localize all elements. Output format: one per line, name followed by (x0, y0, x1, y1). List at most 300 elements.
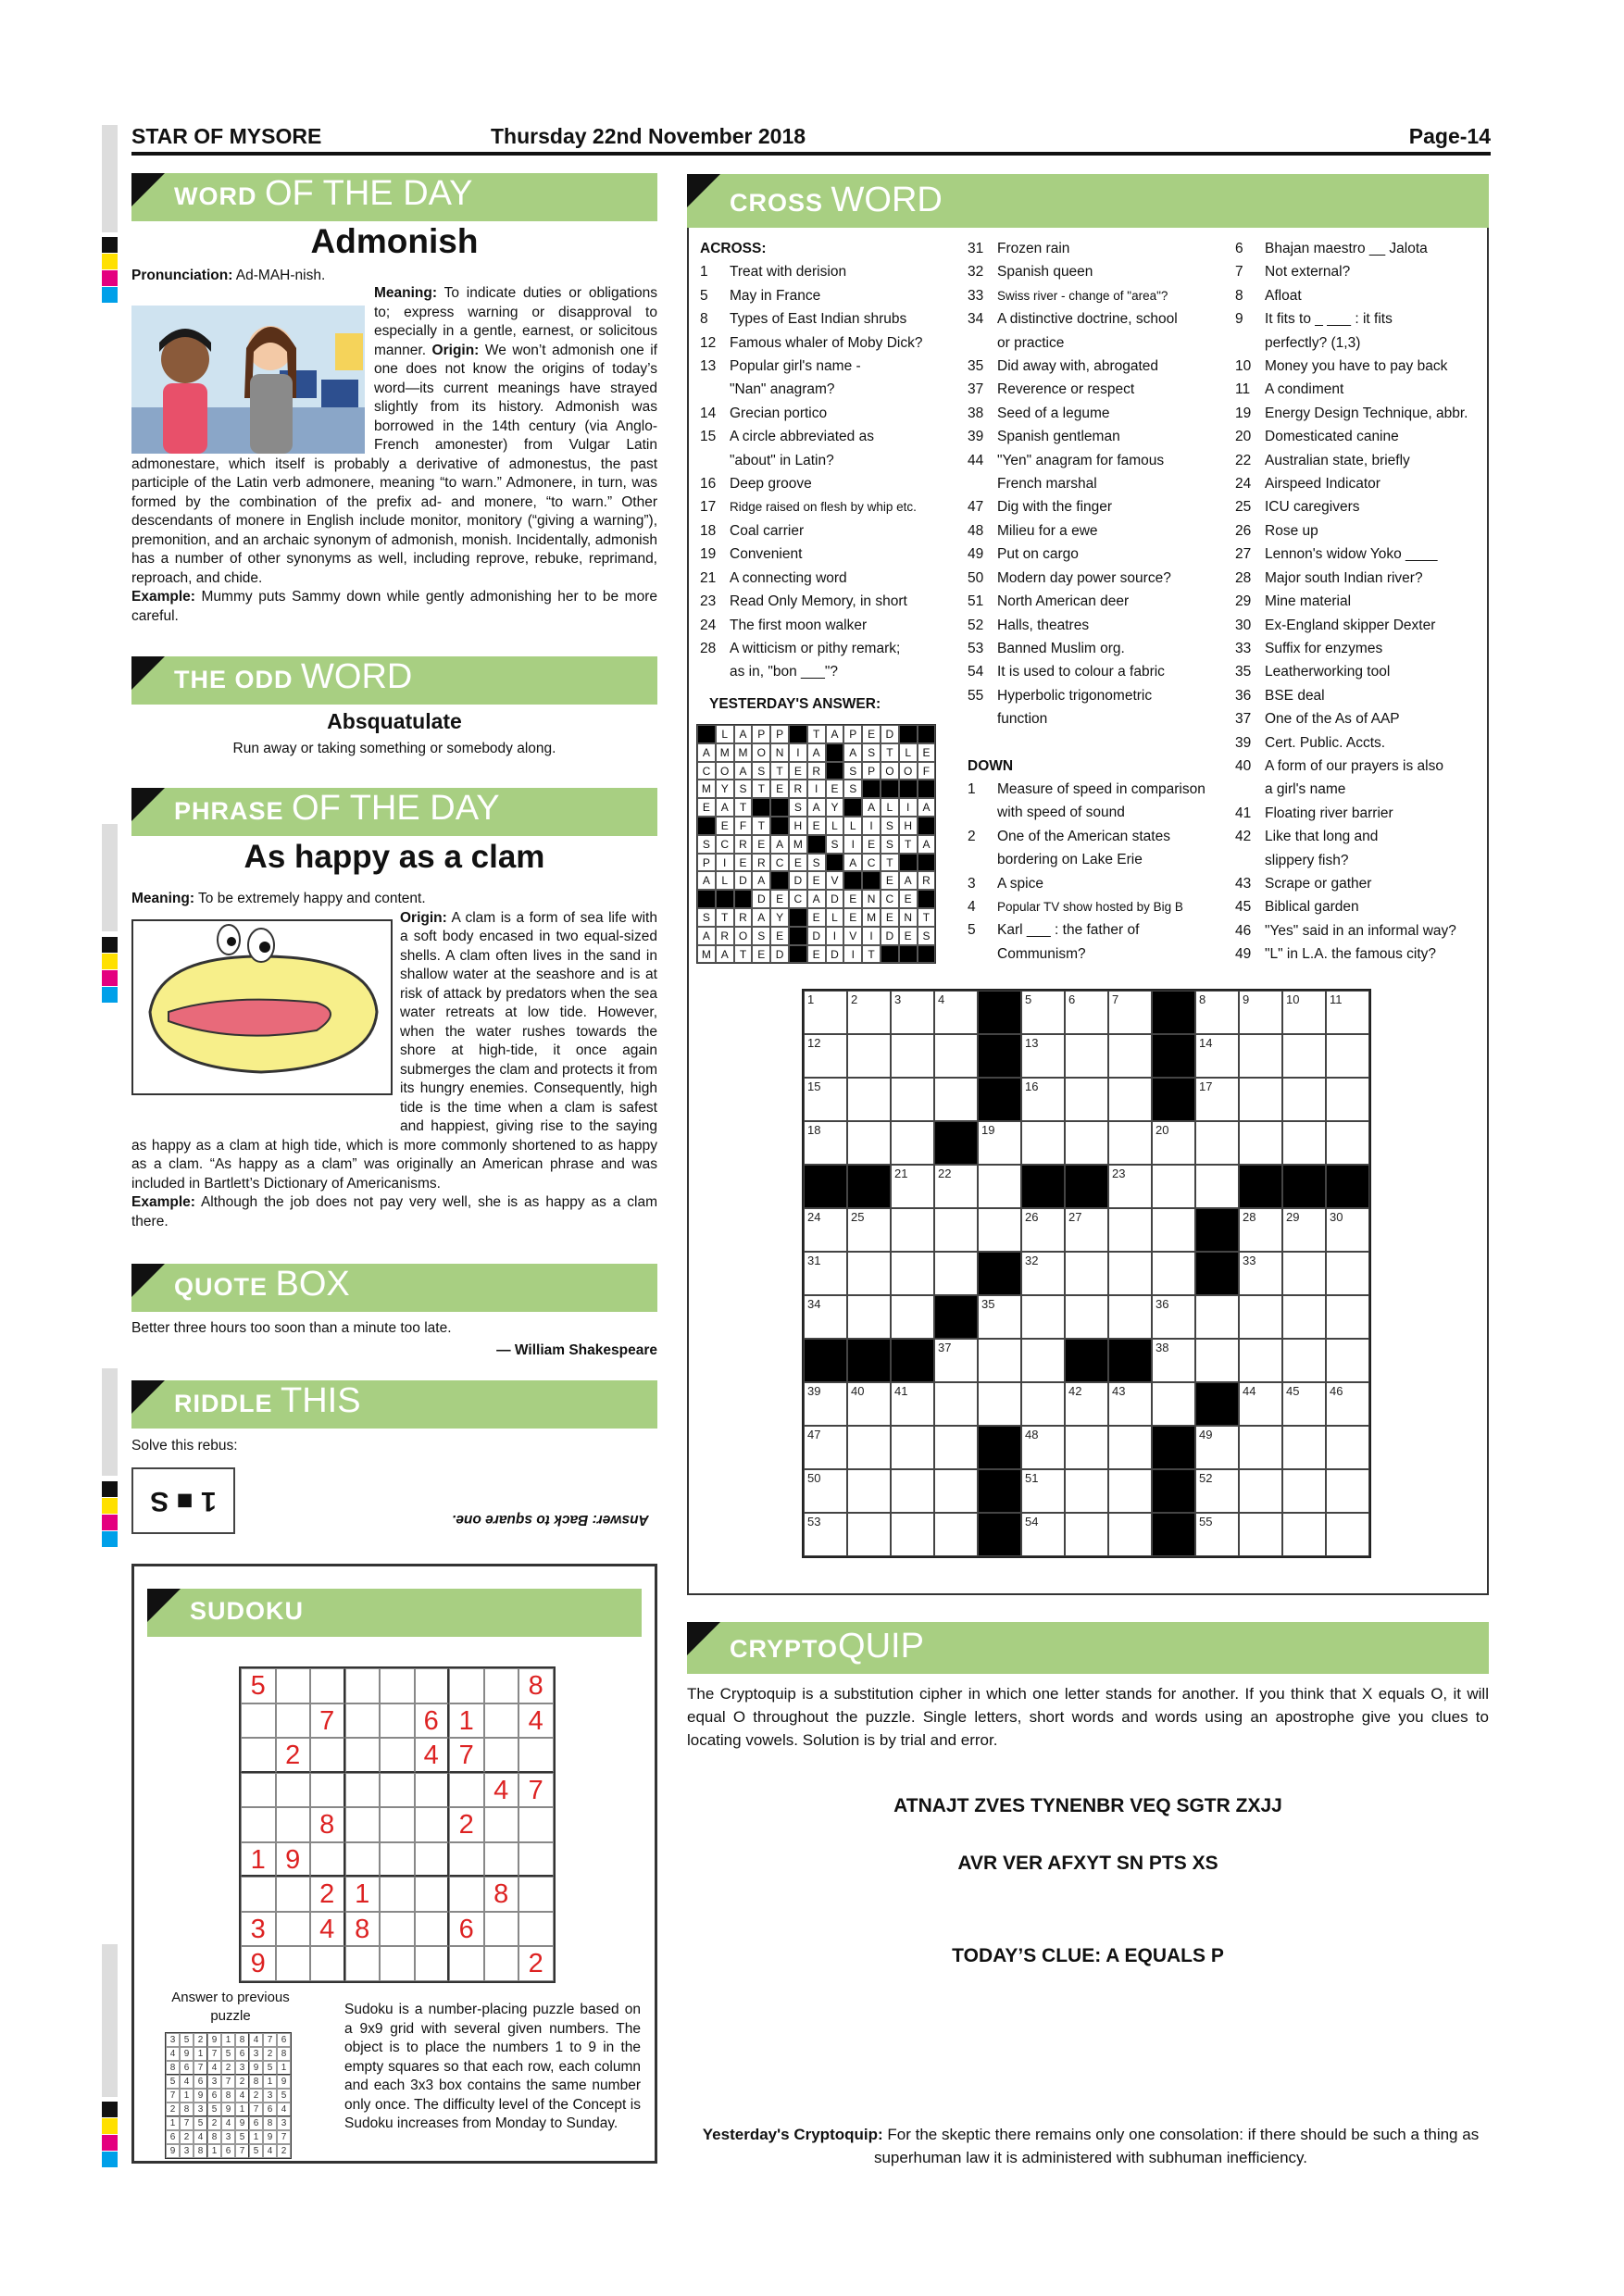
sudoku-cell[interactable] (380, 1703, 415, 1739)
crossword-cell[interactable] (1195, 1513, 1239, 1556)
crossword-cell[interactable] (891, 1426, 934, 1469)
sudoku-cell[interactable] (276, 1946, 311, 1981)
crossword-cell[interactable] (934, 1382, 978, 1426)
sudoku-cell[interactable] (415, 1912, 450, 1947)
cell-number: 31 (807, 1254, 821, 1267)
crossword-cell[interactable] (891, 1121, 934, 1165)
answer-cell: C (716, 835, 734, 854)
crossword-cell[interactable] (891, 1034, 934, 1078)
crossword-cell[interactable] (1108, 1469, 1152, 1513)
crossword-cell[interactable] (804, 1078, 847, 1121)
crossword-cell[interactable] (1239, 1121, 1282, 1165)
banner-title: OF THE DAY (292, 789, 500, 828)
clue-text: Convenient (730, 546, 803, 563)
clue-number: 24 (700, 617, 717, 633)
sudoku-cell[interactable] (415, 1877, 450, 1912)
prev-sudoku-cell: 4 (166, 2047, 180, 2061)
crossword-cell[interactable] (1239, 991, 1282, 1034)
crossword-cell[interactable] (934, 1165, 978, 1208)
crossword-cell[interactable] (1326, 1121, 1369, 1165)
sudoku-cell[interactable] (276, 1703, 311, 1739)
crossword-cell[interactable] (978, 1339, 1021, 1382)
crossword-cell[interactable] (1108, 1165, 1152, 1208)
crossword-cell[interactable] (1108, 1426, 1152, 1469)
crossword-cell[interactable] (934, 991, 978, 1034)
sudoku-cell[interactable] (449, 1668, 484, 1703)
sudoku-cell[interactable] (484, 1703, 519, 1739)
crossword-cell[interactable] (1282, 1121, 1326, 1165)
sudoku-cell[interactable] (310, 1842, 345, 1878)
sudoku-cell[interactable] (484, 1842, 519, 1878)
crossword-cell[interactable] (804, 1426, 847, 1469)
sudoku-cell[interactable] (345, 1668, 381, 1703)
sudoku-cell[interactable] (380, 1668, 415, 1703)
crossword-cell[interactable] (1065, 1034, 1108, 1078)
answer-cell: Y (716, 780, 734, 798)
prev-sudoku-cell: 2 (263, 2047, 277, 2061)
clue-text: A spice (997, 875, 1043, 892)
crossword-cell[interactable] (847, 991, 891, 1034)
crossword-cell[interactable] (1282, 1426, 1326, 1469)
crossword-cell[interactable] (1021, 1426, 1065, 1469)
cell-number: 29 (1286, 1210, 1300, 1224)
sudoku-cell[interactable] (380, 1738, 415, 1773)
sudoku-cell[interactable] (449, 1842, 484, 1878)
sudoku-cell[interactable]: 3 (241, 1912, 276, 1947)
crossword-cell[interactable] (1108, 1295, 1152, 1339)
crossword-block (1152, 1469, 1195, 1513)
sudoku-cell[interactable]: 2 (449, 1807, 484, 1842)
crossword-cell[interactable] (1108, 1078, 1152, 1121)
crossword-cell[interactable] (934, 1469, 978, 1513)
crossword-cell[interactable] (847, 1252, 891, 1295)
clue-text: Major south Indian river? (1265, 569, 1423, 586)
clue-item (1235, 495, 1485, 518)
crossword-cell[interactable] (1021, 1339, 1065, 1382)
crossword-cell[interactable] (804, 1469, 847, 1513)
crossword-cell[interactable] (1282, 1078, 1326, 1121)
crossword-cell[interactable] (1282, 1034, 1326, 1078)
crossword-cell[interactable] (1326, 991, 1369, 1034)
crossword-cell[interactable] (891, 1252, 934, 1295)
crossword-cell[interactable] (934, 1426, 978, 1469)
sudoku-cell[interactable] (518, 1738, 554, 1773)
crossword-cell[interactable] (1239, 1339, 1282, 1382)
crossword-cell[interactable] (934, 1078, 978, 1121)
sudoku-cell[interactable]: 4 (484, 1773, 519, 1808)
odd-word-title: Absquatulate (327, 709, 462, 733)
crossword-cell[interactable] (1021, 991, 1065, 1034)
crossword-cell[interactable] (1108, 1513, 1152, 1556)
crossword-cell[interactable] (978, 1121, 1021, 1165)
crossword-cell[interactable] (1326, 1208, 1369, 1252)
answer-cell: E (752, 835, 770, 854)
crossword-cell[interactable] (1065, 1469, 1108, 1513)
crossword-cell[interactable] (934, 1513, 978, 1556)
sudoku-cell[interactable] (345, 1946, 381, 1981)
cell-number: 11 (1330, 992, 1343, 1006)
sudoku-cell[interactable] (380, 1946, 415, 1981)
sudoku-cell[interactable]: 8 (484, 1877, 519, 1912)
crossword-cell[interactable] (1239, 1295, 1282, 1339)
sudoku-cell[interactable] (449, 1773, 484, 1808)
sudoku-cell[interactable]: 1 (449, 1703, 484, 1739)
crossword-block (978, 1513, 1021, 1556)
crossword-cell[interactable] (1152, 1382, 1195, 1426)
answer-cell: R (752, 854, 770, 872)
crossword-cell[interactable] (1239, 1252, 1282, 1295)
crossword-cell[interactable] (847, 1513, 891, 1556)
sudoku-cell[interactable] (518, 1877, 554, 1912)
answer-cell: S (789, 798, 807, 817)
crossword-block (804, 1339, 847, 1382)
sudoku-cell[interactable] (380, 1877, 415, 1912)
sudoku-cell[interactable] (310, 1668, 345, 1703)
clue-item (1235, 284, 1485, 307)
sudoku-cell[interactable]: 4 (518, 1703, 554, 1739)
crossword-cell[interactable] (934, 1208, 978, 1252)
cell-number: 46 (1330, 1384, 1343, 1398)
crossword-cell[interactable] (804, 1382, 847, 1426)
answer-cell: L (716, 725, 734, 743)
crossword-cell[interactable] (847, 1121, 891, 1165)
crossword-cell[interactable] (1195, 1426, 1239, 1469)
sudoku-cell[interactable] (380, 1912, 415, 1947)
sudoku-cell[interactable] (415, 1773, 450, 1808)
clue-number: 11 (1235, 381, 1251, 398)
crossword-cell[interactable] (847, 1382, 891, 1426)
crossword-cell[interactable] (1195, 1165, 1239, 1208)
sudoku-cell[interactable] (380, 1807, 415, 1842)
crossword-cell[interactable] (978, 1295, 1021, 1339)
clue-item (1235, 849, 1485, 872)
crossword-cell[interactable] (1021, 1121, 1065, 1165)
sudoku-cell[interactable] (276, 1877, 311, 1912)
crossword-cell[interactable] (1282, 1295, 1326, 1339)
crossword-cell[interactable] (847, 1469, 891, 1513)
crossword-cell[interactable] (1065, 1426, 1108, 1469)
crossword-cell[interactable] (804, 1513, 847, 1556)
crossword-cell[interactable] (1239, 1382, 1282, 1426)
crossword-cell[interactable] (1021, 1295, 1065, 1339)
crossword-cell[interactable] (978, 1208, 1021, 1252)
crossword-cell[interactable] (847, 1078, 891, 1121)
sudoku-cell[interactable]: 4 (415, 1738, 450, 1773)
crossword-cell[interactable] (1195, 1469, 1239, 1513)
crossword-block (847, 1339, 891, 1382)
answer-cell: T (899, 835, 918, 854)
sudoku-cell[interactable]: 5 (241, 1668, 276, 1703)
crossword-cell[interactable] (1239, 1513, 1282, 1556)
crossword-cell[interactable] (1152, 1252, 1195, 1295)
crossword-cell[interactable] (1152, 1165, 1195, 1208)
crossword-cell[interactable] (1326, 1469, 1369, 1513)
crossword-cell[interactable] (1065, 1121, 1108, 1165)
clue-text: Like that long and (1265, 829, 1379, 845)
crossword-cell[interactable] (1282, 1382, 1326, 1426)
clue-item (1235, 543, 1485, 566)
registration-black (102, 2102, 118, 2117)
answer-cell: D (734, 871, 753, 890)
sudoku-cell[interactable] (310, 1738, 345, 1773)
sudoku-cell[interactable] (241, 1703, 276, 1739)
sudoku-cell[interactable] (415, 1842, 450, 1878)
answer-cell: S (752, 762, 770, 780)
sudoku-cell[interactable] (241, 1807, 276, 1842)
sudoku-cell[interactable] (415, 1807, 450, 1842)
crossword-cell[interactable] (1326, 1426, 1369, 1469)
answer-block (899, 945, 918, 964)
clue-number: 30 (1235, 617, 1252, 633)
sudoku-grid[interactable] (239, 1666, 556, 1983)
crossword-cell[interactable] (1021, 1208, 1065, 1252)
crossword-cell[interactable] (1108, 1208, 1152, 1252)
prev-sudoku-cell: 7 (235, 2144, 249, 2158)
clue-text: bordering on Lake Erie (997, 852, 1143, 868)
sudoku-cell[interactable] (415, 1668, 450, 1703)
crossword-cell[interactable] (891, 1469, 934, 1513)
sudoku-cell[interactable] (276, 1912, 311, 1947)
crossword-cell[interactable] (1282, 1339, 1326, 1382)
crossword-cell[interactable] (1195, 991, 1239, 1034)
sudoku-cell[interactable] (484, 1946, 519, 1981)
crossword-cell[interactable] (1326, 1295, 1369, 1339)
banner-corner-icon (131, 788, 165, 821)
sudoku-cell[interactable] (484, 1668, 519, 1703)
crossword-cell[interactable] (891, 1165, 934, 1208)
crossword-cell[interactable] (1065, 991, 1108, 1034)
crossword-cell[interactable] (1152, 1339, 1195, 1382)
crossword-cell[interactable] (847, 1208, 891, 1252)
sudoku-cell[interactable]: 4 (310, 1912, 345, 1947)
sudoku-cell[interactable] (484, 1912, 519, 1947)
crossword-cell[interactable] (1152, 1295, 1195, 1339)
sudoku-cell[interactable]: 2 (310, 1877, 345, 1912)
answer-cell: L (826, 908, 844, 927)
crossword-cell[interactable] (1326, 1034, 1369, 1078)
crossword-cell[interactable] (1021, 1078, 1065, 1121)
crossword-cell[interactable] (804, 1252, 847, 1295)
sudoku-cell[interactable] (310, 1946, 345, 1981)
sudoku-cell[interactable] (345, 1842, 381, 1878)
answer-block (697, 890, 716, 908)
crossword-cell[interactable] (847, 1034, 891, 1078)
clue-text: French marshal (997, 476, 1097, 493)
answer-cell: F (734, 817, 753, 835)
crossword-cell[interactable] (1065, 1513, 1108, 1556)
sudoku-cell[interactable] (276, 1807, 311, 1842)
sudoku-cell[interactable] (484, 1738, 519, 1773)
clue-number: 48 (968, 522, 984, 539)
clue-text: perfectly? (1,3) (1265, 334, 1361, 351)
sudoku-cell[interactable]: 8 (518, 1668, 554, 1703)
sudoku-cell[interactable]: 1 (345, 1877, 381, 1912)
sudoku-cell[interactable]: 8 (345, 1912, 381, 1947)
sudoku-cell[interactable]: 8 (310, 1807, 345, 1842)
sudoku-cell[interactable] (380, 1842, 415, 1878)
banner-title: THIS (281, 1381, 361, 1420)
clue-item (1235, 660, 1485, 683)
crossword-cell[interactable] (891, 1382, 934, 1426)
sudoku-cell[interactable]: 2 (518, 1946, 554, 1981)
crossword-cell[interactable] (978, 1382, 1021, 1426)
crossword-grid[interactable] (802, 989, 1371, 1558)
sudoku-cell[interactable] (241, 1877, 276, 1912)
crossword-cell[interactable] (1239, 1469, 1282, 1513)
cell-number: 26 (1025, 1210, 1039, 1224)
sudoku-cell[interactable] (276, 1668, 311, 1703)
sudoku-cell[interactable]: 7 (449, 1738, 484, 1773)
crossword-cell[interactable] (891, 1078, 934, 1121)
crossword-cell[interactable] (847, 1295, 891, 1339)
crossword-cell[interactable] (1152, 1208, 1195, 1252)
clue-item (1235, 567, 1485, 590)
registration-cyan (102, 987, 118, 1003)
crossword-cell[interactable] (1021, 1382, 1065, 1426)
crossword-cell[interactable] (804, 1034, 847, 1078)
answer-cell: R (734, 908, 753, 927)
cell-number: 21 (894, 1167, 908, 1180)
crossword-cell[interactable] (934, 1252, 978, 1295)
sudoku-cell[interactable] (345, 1773, 381, 1808)
clue-number: 46 (1235, 922, 1252, 939)
crossword-cell[interactable] (1195, 1339, 1239, 1382)
sudoku-cell[interactable] (241, 1738, 276, 1773)
sudoku-cell[interactable]: 1 (241, 1842, 276, 1878)
sudoku-cell[interactable] (449, 1946, 484, 1981)
crossword-cell[interactable] (934, 1034, 978, 1078)
sudoku-cell[interactable] (241, 1773, 276, 1808)
crossword-cell[interactable] (1065, 1208, 1108, 1252)
sudoku-cell[interactable] (518, 1807, 554, 1842)
sudoku-cell[interactable] (345, 1703, 381, 1739)
crossword-cell[interactable] (1195, 1078, 1239, 1121)
crossword-cell[interactable] (804, 1121, 847, 1165)
crossword-cell[interactable] (804, 1295, 847, 1339)
answer-cell: T (752, 780, 770, 798)
sudoku-cell[interactable] (380, 1773, 415, 1808)
answer-cell: E (716, 817, 734, 835)
sudoku-cell[interactable]: 9 (276, 1842, 311, 1878)
crossword-cell[interactable] (1021, 1469, 1065, 1513)
clue-text: "about" in Latin? (730, 452, 834, 468)
clue-item (968, 895, 1236, 918)
prev-sudoku-cell: 4 (207, 2061, 221, 2075)
crossword-cell[interactable] (1282, 1252, 1326, 1295)
crossword-cell[interactable] (1065, 1295, 1108, 1339)
answer-cell: N (770, 743, 789, 762)
crossword-cell[interactable] (1021, 1513, 1065, 1556)
prev-sudoku-cell: 4 (194, 2130, 207, 2144)
crossword-cell[interactable] (1021, 1034, 1065, 1078)
clue-number: 2 (968, 828, 976, 844)
crossword-cell[interactable] (1326, 1513, 1369, 1556)
crossword-cell[interactable] (1195, 1121, 1239, 1165)
sudoku-cell[interactable] (518, 1842, 554, 1878)
sudoku-cell[interactable]: 6 (449, 1912, 484, 1947)
clue-number: 49 (1235, 946, 1252, 963)
crossword-cell[interactable] (1282, 1469, 1326, 1513)
crossword-cell[interactable] (1326, 1339, 1369, 1382)
crossword-cell[interactable] (1152, 1121, 1195, 1165)
clue-text: Not external? (1265, 264, 1351, 281)
clue-text: Cert. Public. Accts. (1265, 734, 1386, 751)
clue-text: Milieu for a ewe (997, 522, 1098, 539)
crossword-cell[interactable] (1108, 1382, 1152, 1426)
sudoku-cell[interactable]: 2 (276, 1738, 311, 1773)
crossword-cell[interactable] (891, 1295, 934, 1339)
cell-number: 39 (807, 1384, 821, 1398)
answer-cell: A (807, 743, 826, 762)
crossword-cell[interactable] (1239, 1426, 1282, 1469)
crossword-cell[interactable] (1326, 1078, 1369, 1121)
sudoku-cell[interactable] (276, 1773, 311, 1808)
crossword-cell[interactable] (1282, 1208, 1326, 1252)
crossword-cell[interactable] (1239, 1034, 1282, 1078)
sudoku-cell[interactable]: 7 (310, 1703, 345, 1739)
prev-sudoku-cell: 3 (180, 2144, 194, 2158)
sudoku-cell[interactable]: 9 (241, 1946, 276, 1981)
crossword-cell[interactable] (804, 1208, 847, 1252)
crossword-cell[interactable] (804, 991, 847, 1034)
crossword-cell[interactable] (891, 1513, 934, 1556)
crossword-cell[interactable] (891, 991, 934, 1034)
crossword-cell[interactable] (1326, 1382, 1369, 1426)
crossword-cell[interactable] (1065, 1382, 1108, 1426)
answer-cell: S (826, 835, 844, 854)
sudoku-cell[interactable] (449, 1877, 484, 1912)
sudoku-cell[interactable] (310, 1773, 345, 1808)
sudoku-cell[interactable] (415, 1946, 450, 1981)
crossword-cell[interactable] (1239, 1078, 1282, 1121)
pronunciation: Pronunciation: Ad-MAH-nish. (131, 268, 326, 283)
crossword-cell[interactable] (934, 1339, 978, 1382)
sudoku-cell[interactable]: 7 (518, 1773, 554, 1808)
odd-word-banner (131, 656, 657, 705)
crossword-cell[interactable] (1282, 1513, 1326, 1556)
prev-sudoku-cell: 6 (166, 2130, 180, 2144)
clue-item (1235, 237, 1485, 260)
crossword-cell[interactable] (1326, 1252, 1369, 1295)
crossword-cell[interactable] (1065, 1078, 1108, 1121)
crossword-cell[interactable] (1195, 1034, 1239, 1078)
crossword-cell[interactable] (1108, 1252, 1152, 1295)
crossword-cell[interactable] (1282, 991, 1326, 1034)
crossword-cell[interactable] (1195, 1295, 1239, 1339)
sudoku-cell[interactable] (345, 1807, 381, 1842)
sudoku-cell[interactable]: 6 (415, 1703, 450, 1739)
crossword-cell[interactable] (891, 1208, 934, 1252)
crossword-cell[interactable] (1239, 1208, 1282, 1252)
sudoku-cell[interactable] (345, 1738, 381, 1773)
crossword-cell[interactable] (1021, 1252, 1065, 1295)
answer-cell: C (862, 854, 881, 872)
crossword-block (934, 1121, 978, 1165)
clue-item (1235, 307, 1485, 331)
crossword-cell[interactable] (1065, 1252, 1108, 1295)
crossword-cell[interactable] (1108, 1034, 1152, 1078)
crossword-cell[interactable] (1108, 991, 1152, 1034)
crossword-block (1152, 1034, 1195, 1078)
sudoku-cell[interactable] (518, 1912, 554, 1947)
banner-label: THE ODD (174, 666, 294, 693)
clue-number: 16 (700, 476, 717, 493)
sudoku-cell[interactable] (484, 1807, 519, 1842)
crossword-cell[interactable] (978, 1165, 1021, 1208)
answer-cell: E (881, 871, 899, 890)
crossword-cell[interactable] (847, 1426, 891, 1469)
crossword-cell[interactable] (1108, 1121, 1152, 1165)
